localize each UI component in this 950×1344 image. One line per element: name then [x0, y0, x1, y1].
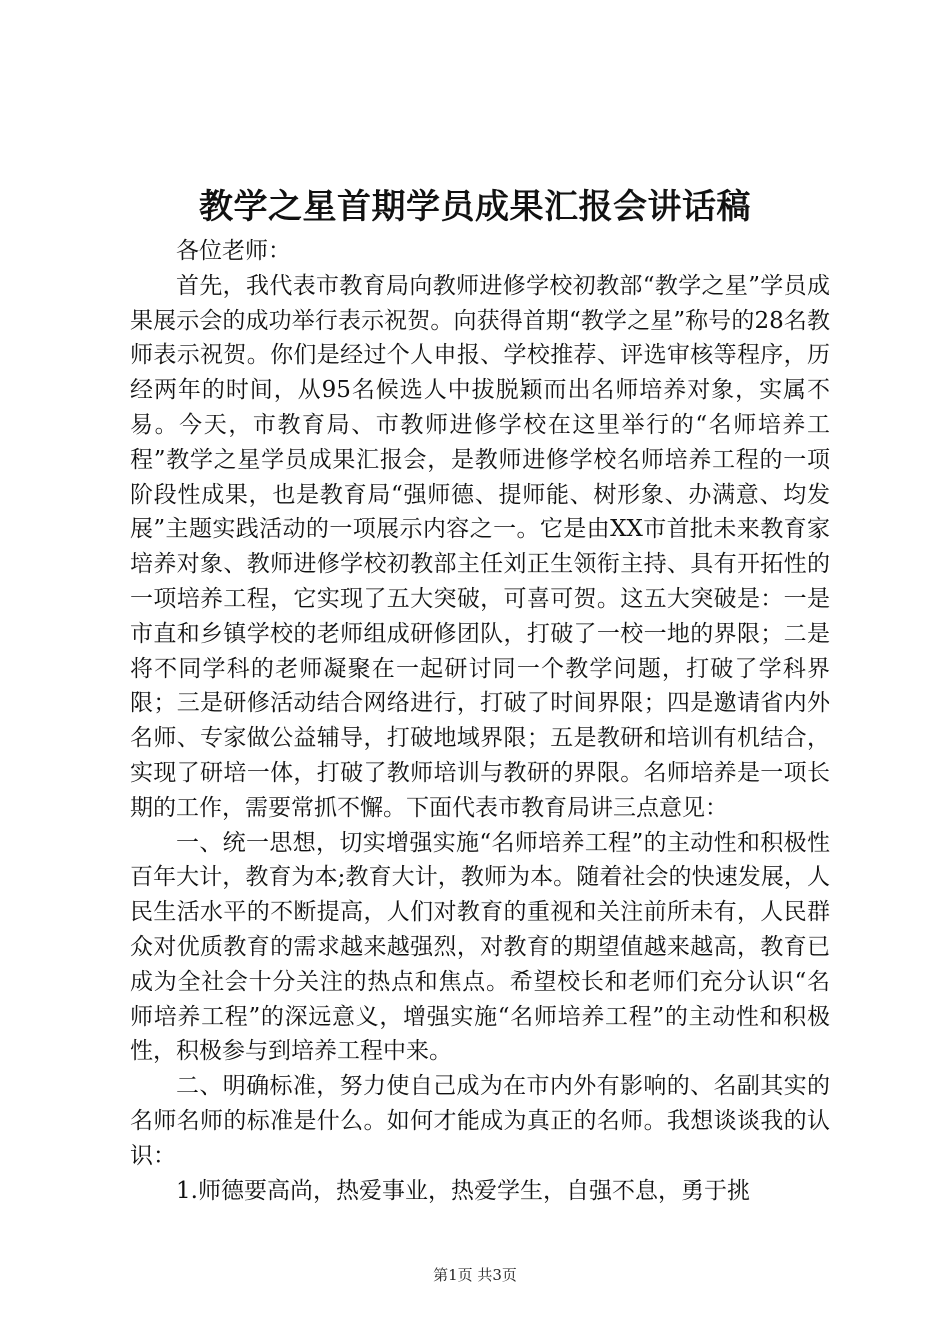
page-number-footer: 第1页 共3页: [433, 1266, 517, 1284]
body-paragraph: 二、明确标准，努力使自己成为在市内外有影响的、名副其实的名师名师的标准是什么。如何才能成为真正的名师。我想谈谈我的认识：: [130, 1073, 830, 1169]
body-paragraph: 一、统一思想，切实增强实施“名师培养工程”的主动性和积极性百年大计，教育为本;教育大计，教师为本。随着社会的快速发展，人民生活水平的不断提高，人们对教育的重视和关注前所未有，人民群众对优质教育的需求越来越强烈，对教育的期望值越来越高，教育已成为全社会十分关注的热点和焦点。希望校长和老师们充分认识“名师培养工程”的深远意义，增强实施“名师培养工程”的主动性和积极性，积极参与到培养工程中来。: [130, 829, 830, 1065]
body-paragraph: 1.师德要高尚，热爱事业，热爱学生，自强不息，勇于挑: [176, 1177, 750, 1204]
document-title: 教学之星首期学员成果汇报会讲话稿: [199, 187, 751, 227]
document-body: [130, 234, 830, 1208]
salutation-paragraph: 各位老师：: [176, 238, 291, 264]
body-paragraph: 首先，我代表市教育局向教师进修学校初教部“教学之星”学员成果展示会的成功举行表示祝贺。向获得首期“教学之星”称号的28名教师表示祝贺。你们是经过个人申报、学校推荐、评选审核等程序，历经两年的时间，从95名候选人中拔脱颖而出名师培养对象，实属不易。今天，市教育局、市教师进修学校在这里举行的“名师培养工程”教学之星学员成果汇报会，是教师进修学校名师培养工程的一项阶段性成果，也是教育局“强师德、提师能、树形象、办满意、均发展”主题实践活动的一项展示内容之一。它是由XX市首批未来教育家培养对象、教师进修学校初教部主任刘正生领衔主持、具有开拓性的一项培养工程，它实现了五大突破，可喜可贺。这五大突破是：一是市直和乡镇学校的老师组成研修团队，打破了一校一地的界限；二是将不同学科的老师凝聚在一起研讨同一个教学问题，打破了学科界限；三是研修活动结合网络进行，打破了时间界限；四是邀请省内外名师、专家做公益辅导，打破地域界限；五是教研和培训有机结合，实现了研培一体，打破了教师培训与教研的界限。名师培养是一项长期的工作，需要常抓不懈。下面代表市教育局讲三点意见：: [130, 272, 830, 821]
